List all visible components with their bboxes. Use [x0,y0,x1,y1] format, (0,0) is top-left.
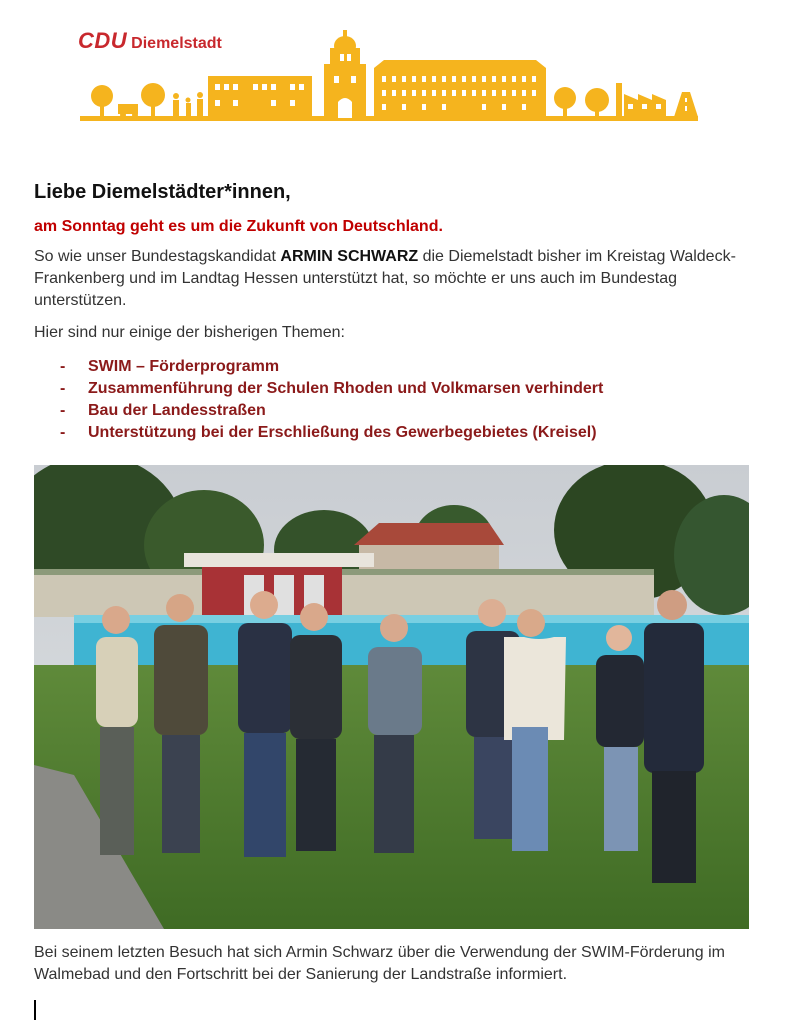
topic-label: Bau der Landesstraßen [88,402,266,419]
list-item [34,400,750,422]
newsletter-body [34,178,750,444]
topic-label: SWIM – Förderprogramm [88,358,280,375]
topic-label: Zusammenführung der Schulen Rhoden und Volkmarsen verhindert [88,380,604,397]
brand-logo [78,28,222,54]
group-photo-icon [34,465,749,929]
intro-before: So wie unser Bundestagskandidat [34,248,281,265]
photo-caption: Bei seinem letzten Besuch hat sich Armin Schwarz über die Verwendung der SWIM-Förderung im Walmebad und den Fortschritt bei der Sanierung der Landstraße informiert. [34,944,725,983]
intro-after: die Diemelstadt bisher im Kreistag Waldeck-Frankenberg und im Landtag Hessen unterstützt hat, so möchte er uns auch im Bundestag unterstützen. [34,248,736,309]
text-cursor [34,1000,36,1020]
list-dash: - [60,358,66,375]
list-dash: - [60,424,66,441]
candidate-name: ARMIN SCHWARZ [280,248,419,265]
topics-intro: Hier sind nur einige der bisherigen Themen: [34,324,345,341]
brand-town: Diemelstadt [131,35,222,52]
list-item [34,378,750,400]
greeting-heading: Liebe Diemelstädter*innen, [34,181,291,203]
intro-paragraph [34,246,750,312]
header-banner [78,28,706,126]
brand-cdu: CDU [78,28,128,53]
list-dash: - [60,380,66,397]
list-item [34,356,750,378]
subtitle: am Sonntag geht es um die Zukunft von Deutschland. [34,218,443,235]
list-dash: - [60,402,66,419]
topics-list [34,356,750,444]
group-photo [34,465,749,929]
list-item [34,422,750,444]
topic-label: Unterstützung bei der Erschließung des Gewerbegebietes (Kreisel) [88,424,597,441]
